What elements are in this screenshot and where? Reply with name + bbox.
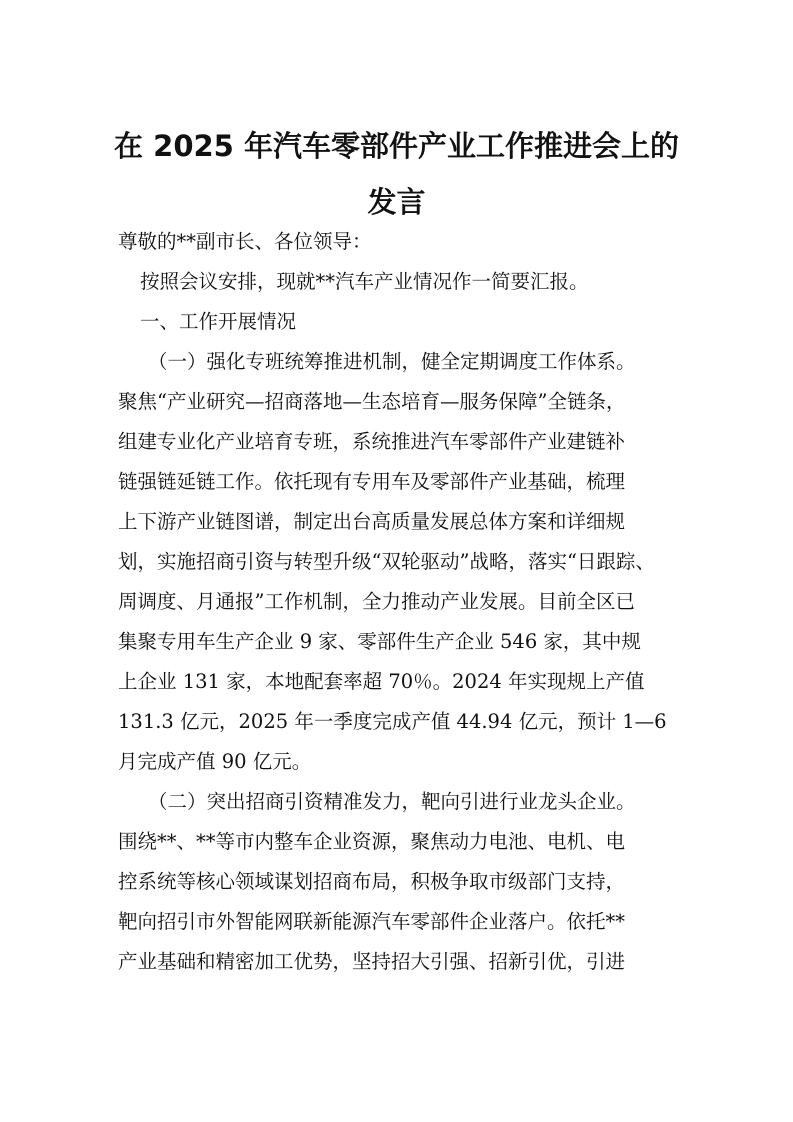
paragraph-line: （二）突出招商引资精准发力，靶向引进行业龙头企业。: [148, 790, 636, 813]
intro-paragraph: 按照会议安排，现就**汽车产业情况作一简要汇报。: [140, 270, 589, 293]
document-title: [110, 118, 683, 230]
title-line-1: 在 2025 年汽车零部件产业工作推进会上的: [114, 129, 679, 163]
paragraph-line: 围绕**、**等市内整车企业资源，聚焦动力电池、电机、电: [118, 830, 626, 853]
paragraph-line: 上企业 131 家，本地配套率超 70％。2024 年实现规上产值: [118, 670, 645, 693]
paragraph-line: 链强链延链工作。依托现有专用车及零部件产业基础，梳理: [118, 470, 626, 493]
paragraph-line: 131.3 亿元，2025 年一季度完成产值 44.94 亿元，预计 1—6: [118, 710, 667, 733]
title-line-2: 发言: [367, 185, 426, 219]
paragraph-line: 划，实施招商引资与转型升级“双轮驱动”战略，落实“日跟踪、: [118, 550, 655, 573]
paragraph-line: 控系统等核心领域谋划招商布局，积极争取市级部门支持，: [118, 870, 626, 893]
paragraph-line: 靶向招引市外智能网联新能源汽车零部件企业落户。依托**: [118, 910, 626, 933]
paragraph-line: 周调度、月通报”工作机制，全力推动产业发展。目前全区已: [118, 590, 635, 613]
paragraph-line: 上下游产业链图谱，制定出台高质量发展总体方案和详细规: [118, 510, 626, 533]
paragraph-line: 集聚专用车生产企业 9 家、零部件生产企业 546 家，其中规: [118, 630, 641, 653]
paragraph-line: 聚焦“产业研究—招商落地—生态培育—服务保障”全链条，: [118, 390, 626, 413]
paragraph-line: （一）强化专班统筹推进机制，健全定期调度工作体系。: [148, 350, 636, 373]
paragraph-line: 组建专业化产业培育专班，系统推进汽车零部件产业建链补: [118, 430, 626, 453]
document-body: [118, 222, 674, 982]
section-heading: 一、工作开展情况: [140, 310, 297, 333]
paragraph-line: 月完成产值 90 亿元。: [118, 750, 312, 773]
paragraph-2: [118, 782, 674, 982]
salutation: 尊敬的**副市长、各位领导：: [118, 230, 372, 253]
paragraph-line: 产业基础和精密加工优势，坚持招大引强、招新引优，引进: [118, 950, 626, 973]
paragraph-1: [118, 342, 674, 782]
